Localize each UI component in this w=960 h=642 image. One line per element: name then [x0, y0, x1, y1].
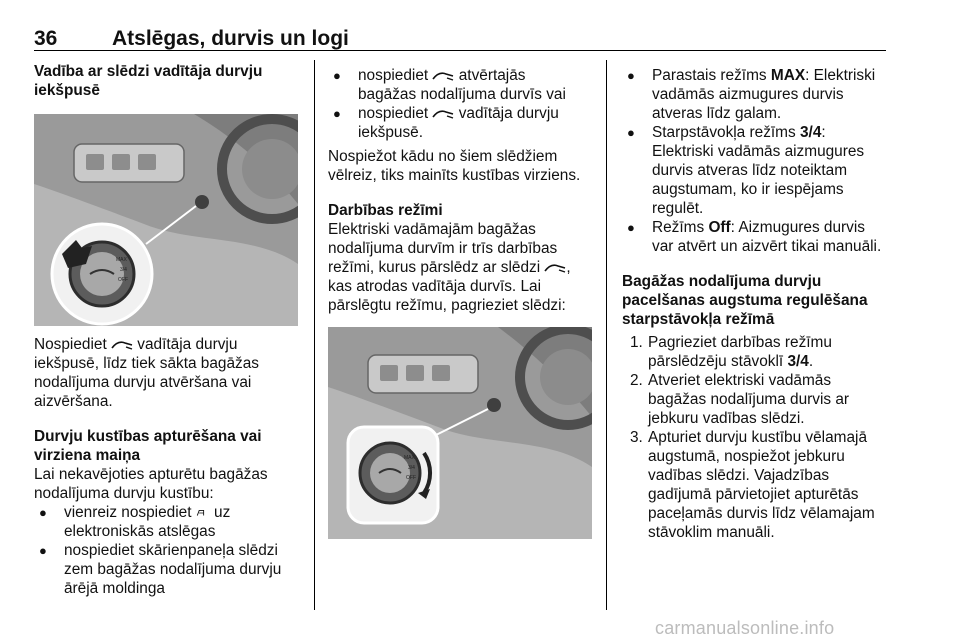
svg-text:MAX: MAX — [116, 257, 127, 263]
section-heading: Durvju kustības apturēšana vai virziena maiņa — [34, 428, 262, 464]
list-item: ● vienreiz nospiediet uz elektroniskās atslēgas — [34, 503, 302, 541]
column-3 — [622, 62, 890, 542]
tailgate-icon — [544, 262, 566, 274]
mode-switch-illustration — [328, 327, 592, 539]
section-heading: Bagāžas nodalījuma durvju pacelšanas augstuma regulēšana starpstāvokļa režīmā — [622, 273, 868, 328]
section-heading: Vadība ar slēdzi vadītāja durvju iekšpusē — [34, 63, 263, 99]
list-item: ● nospiediet vadītāja durvju iekšpusē. — [328, 104, 596, 142]
column-divider — [606, 60, 607, 610]
list-item: ● nospiediet skārienpaneļa slēdzi zem bagāžas nodalījuma durvju ārējā moldinga — [34, 541, 302, 598]
column-divider — [314, 60, 315, 610]
header-rule — [34, 50, 886, 51]
paragraph: Elektriski vadāmajām bagāžas nodalījuma durvīm ir trīs darbības režīmi, kurus pārslēdz ar slēdzi , kas atrodas vadītāja durvīs. Lai pārslēgtu režīmu, pagrieziet slēdzi: — [328, 221, 571, 314]
page-title: Atslēgas, durvis un logi — [112, 27, 349, 50]
list-item: ● Starpstāvokļa režīms 3/4: Elektriski vadāmās aizmugures durvis atveras līdz noteiktam augstumam, ko ir iespējams regulēt. — [622, 123, 890, 218]
page-number: 36 — [34, 27, 58, 50]
tailgate-icon — [111, 339, 133, 351]
step-item: 1. Pagrieziet darbības režīmu pārslēdzēju stāvoklī 3/4. — [630, 334, 832, 370]
door-switch-illustration — [34, 114, 298, 326]
svg-text:MAX: MAX — [404, 455, 415, 461]
tailgate-icon — [432, 70, 454, 82]
svg-text:3/4: 3/4 — [120, 267, 127, 273]
list-item: ● Režīms Off: Aizmugures durvis var atvērt un aizvērt tikai manuāli. — [622, 218, 890, 256]
step-item: 3. Apturiet durvju kustību vēlamajā augstumā, nospiežot jebkuru vadības slēdzi. Vajadzības gadījumā pārvietojiet apturētās paceļamās durvis līdz vēlamajam stāvoklim manuāli. — [630, 429, 875, 541]
svg-text:3/4: 3/4 — [408, 465, 415, 471]
paragraph: Nospiežot kādu no šiem slēdžiem vēlreiz, tiks mainīts kustības virziens. — [328, 148, 581, 184]
step-item: 2. Atveriet elektriski vadāmās bagāžas nodalījuma durvis ar jebkuru vadības slēdzi. — [630, 372, 850, 427]
paragraph: Nospiediet vadītāja durvju iekšpusē, līdz tiek sākta bagāžas nodalījuma durvju atvēršana vai aizvēršana. — [34, 336, 259, 410]
key-fob-tailgate-icon — [196, 507, 210, 519]
page-header — [34, 27, 886, 51]
column-1 — [34, 62, 302, 598]
svg-text:OFF: OFF — [406, 475, 416, 481]
paragraph: Lai nekavējoties apturētu bagāžas nodalījuma durvju kustību: — [34, 466, 268, 502]
section-heading: Darbības režīmi — [328, 202, 443, 219]
tailgate-icon — [432, 108, 454, 120]
svg-text:OFF: OFF — [118, 277, 128, 283]
list-item: ● Parastais režīms MAX: Elektriski vadāmās aizmugures durvis atveras līdz galam. — [622, 66, 890, 123]
list-item: ● nospiediet atvērtajās bagāžas nodalījuma durvīs vai — [328, 66, 596, 104]
column-2 — [328, 62, 596, 539]
watermark: carmanualsonline.info — [655, 618, 835, 638]
